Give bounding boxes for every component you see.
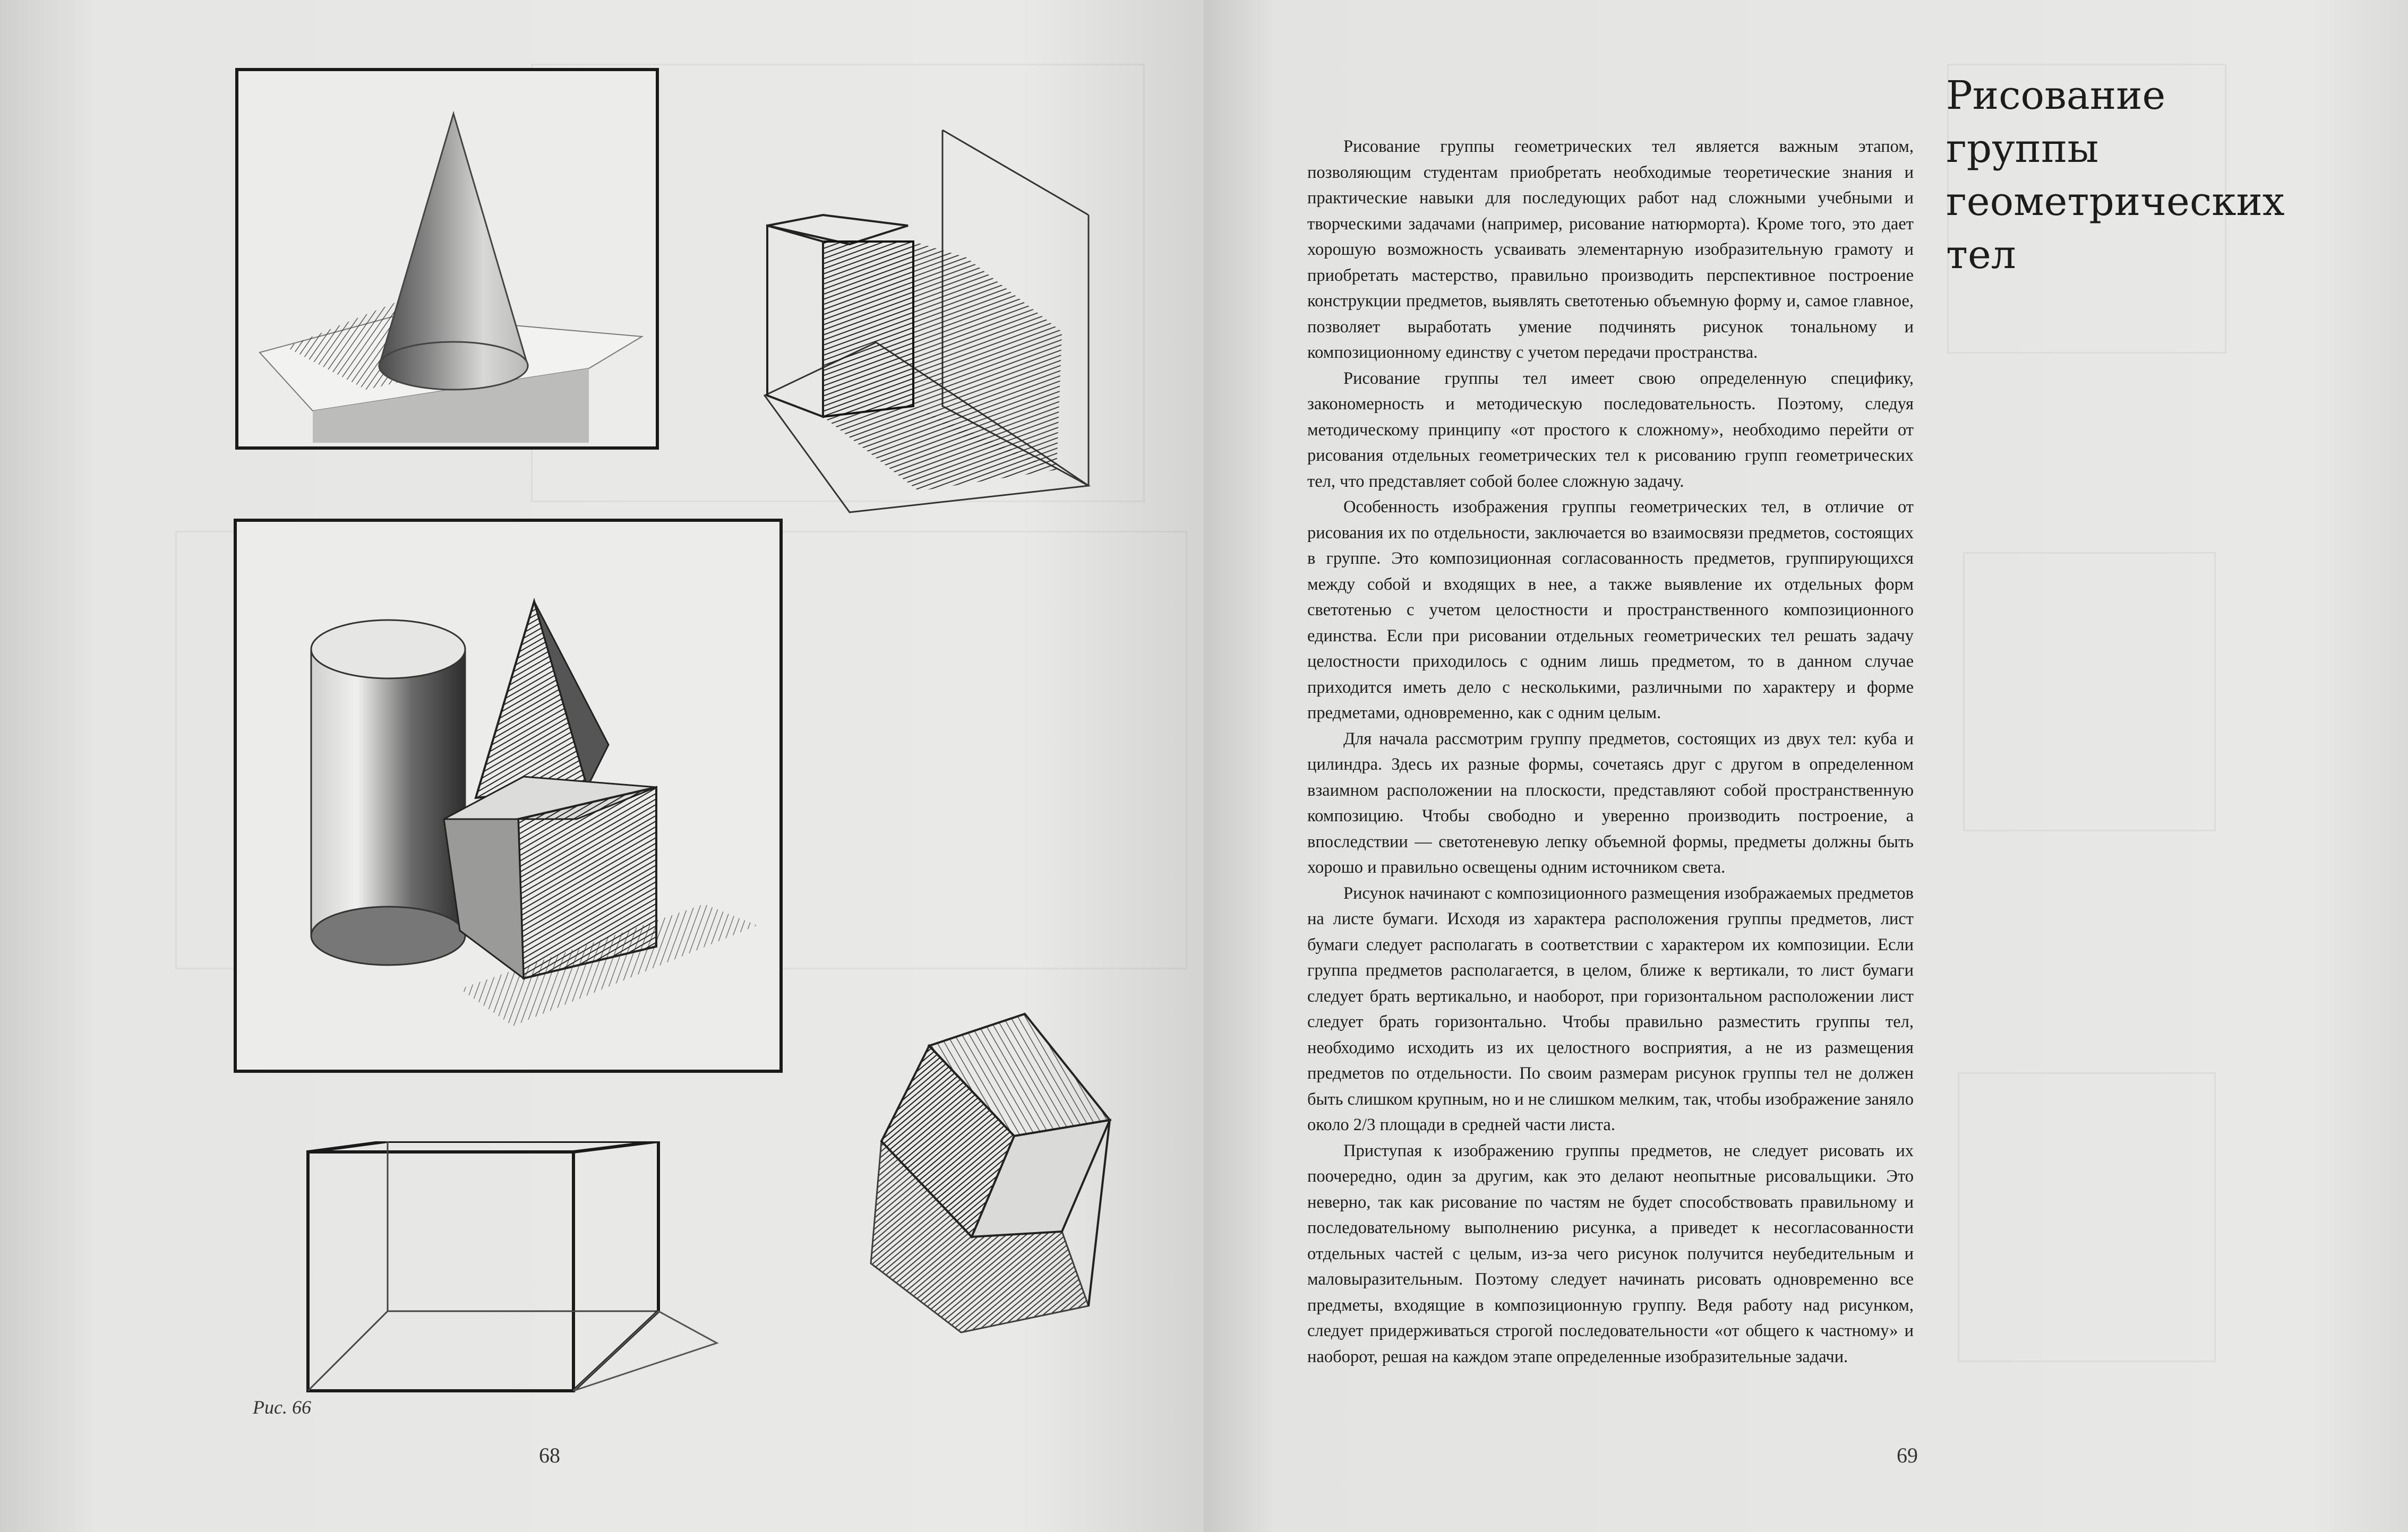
- paragraph: Рисование группы тел имеет свою определенную специфику, закономерность и методическую последовательность. Поэтому, следуя методическому принципу «от простого к сложному», необходимо перейти от рисования отдельных геометрических тел к рисованию групп геометрических тел, что представляет собой более сложную задачу.: [1307, 368, 1914, 491]
- paragraph: Приступая к изображению группы предметов, не следует рисовать их поочередно, один за другим, как это делают неопытные рисовальщики. Это неверно, так как рисование по частям не будет способствовать правильному и последовательному выполнению рисунка, а приведет к несогласованности отдельных частей с целым, из-за чего рисунок получится неубедительным и маловыразительным. Поэтому следует начинать рисовать одновременно все предметы, входящие в композиционную группу. Ведя работу над рисунком, следует придерживаться строгой последовательности «от общего к частному» и наоборот, решая на каждом этапе определенные изобразительные задачи.: [1307, 1141, 1914, 1366]
- paragraph: Рисунок начинают с композиционного размещения изображаемых предметов на листе бумаги. Исходя из характера расположения группы предметов, лист бумаги следует располагать в соответствии с характером их композиции. Если группа предметов располагается, в целом, ближе к вертикали, то лист бумаги следует брать вертикально, и наоборот, при горизонтальном расположении лист следует брать горизонтально. Чтобы правильно разместить группы тел, необходимо исходить из их целостного восприятия, а не из размещения предметов по отдельности. По своим размерам рисунок группы тел не должен быть слишком крупным, но и не слишком мелким, так, чтобы изображение заняло около 2/3 площади в средней части листа.: [1307, 883, 1914, 1134]
- paragraph: Для начала рассмотрим группу предметов, состоящих из двух тел: куба и цилиндра. Здесь их разные формы, сочетаясь друг с другом в определенном взаимном расположении на плоскости, представляют собой пространственную композицию. Чтобы свободно и уверенно производить построение, а впоследствии — светотеневую лепку объемной формы, предметы должны быть хорошо и правильно освещены одним источником света.: [1307, 729, 1914, 877]
- right-page-number: 69: [1897, 1443, 1918, 1467]
- bleed-through-shadow: [1963, 552, 2216, 831]
- still-life-group-frame: [234, 519, 783, 1073]
- figure-caption: Рис. 66: [253, 1397, 311, 1418]
- rotated-cube-drawing: [865, 1009, 1163, 1338]
- chapter-title: Рисование группы геометрических тел: [1946, 73, 2285, 278]
- still-life-group-drawing: [237, 522, 779, 1070]
- body-text: [1307, 134, 1914, 1370]
- cone-drawing-frame: [235, 68, 659, 450]
- paragraph: Особенность изображения группы геометрических тел, в отличие от рисования их по отдельности, заключается во взаимосвязи предметов, состоящих в группе. Это композиционная согласованность предметов, группирующихся между собой и входящих в нее, а также выявление их отдельных форм светотенью с учетом целостности и пространственного композиционного единства. Если при рисовании отдельных геометрических тел решать задачу целостности приходилось с одним лишь предметом, то в данном случае приходится иметь дело с несколькими, различными по характеру и форме предметами, одновременно, как с одним целым.: [1307, 497, 1914, 722]
- cone-drawing: [238, 71, 656, 446]
- bleed-through-shadow: [1958, 1072, 2216, 1362]
- left-page-number: 68: [539, 1443, 560, 1467]
- wireframe-cube-drawing: [276, 1141, 733, 1417]
- cube-construction-drawing: [743, 119, 1126, 523]
- paragraph: Рисование группы геометрических тел является важным этапом, позволяющим студентам приобретать необходимые теоретические знания и практические навыки для последующих работ над сложными учебными и творческими задачами (например, рисование натюрморта). Кроме того, это дает хорошую возможность усваивать элементарную изобразительную грамоту и приобретать мастерство, правильно производить перспективное построение конструкции предметов, выявлять светотенью объемную форму и, самое главное, позволяет выработать умение подчинять рисунок тональному и композиционному единству с учетом передачи пространства.: [1307, 137, 1914, 362]
